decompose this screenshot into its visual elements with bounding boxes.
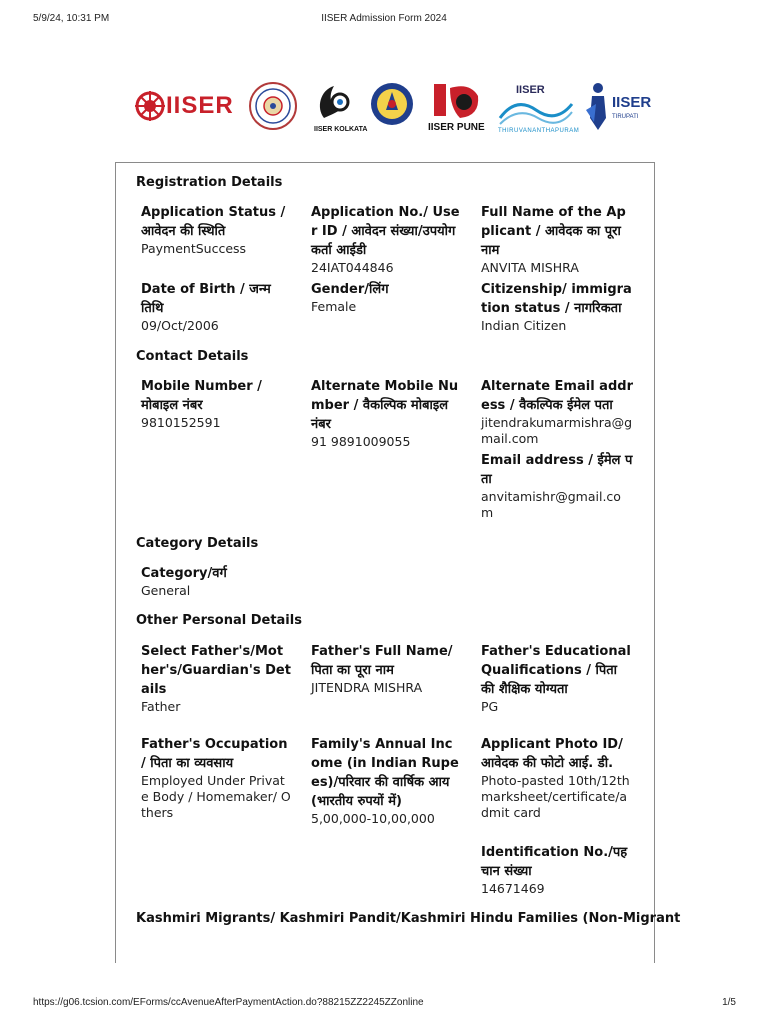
field-label: Father's Occupation / पिता का व्यवसाय — [141, 737, 288, 771]
berhampur-logo-text: IISER — [166, 92, 234, 119]
kolkata-emblem-icon — [310, 78, 360, 128]
tvm-wave-icon — [496, 90, 576, 130]
blue-seal-logo — [370, 78, 414, 142]
field-photo-id — [481, 735, 633, 821]
field-label: Identification No./पहचान संख्या — [481, 845, 628, 879]
tvm-logo-bottom-text: THIRUVANANTHAPURAM — [498, 128, 580, 134]
section-contact-title: Contact Details — [136, 349, 249, 364]
field-guardian-select — [141, 642, 291, 715]
field-label: Family's Annual Income (in Indian Rupees)/परिवार की वार्षिक आय (भारतीय रुपयों में) — [311, 737, 459, 809]
field-value: General — [141, 583, 191, 598]
page-number: 1/5 — [722, 997, 736, 1008]
blue-seal-icon — [370, 78, 414, 142]
field-full-name — [481, 203, 633, 276]
field-father-name — [311, 642, 461, 696]
section-other-personal-title: Other Personal Details — [136, 613, 302, 628]
field-label: Category/वर्ग — [141, 566, 227, 581]
tirupati-logo-top-text: IISER — [612, 94, 652, 111]
iiser-berhampur-logo — [134, 78, 238, 142]
section-registration-title: Registration Details — [136, 175, 283, 190]
field-value: 09/Oct/2006 — [141, 318, 219, 333]
field-value: jitendrakumarmishra@gmail.com — [481, 415, 633, 446]
field-label: Date of Birth / जन्म तिथि — [141, 282, 271, 316]
kolkata-logo-text: IISER KOLKATA — [314, 126, 368, 133]
field-mobile-number — [141, 377, 291, 431]
field-value: 91 9891009055 — [311, 434, 411, 449]
field-date-of-birth — [141, 280, 291, 334]
field-father-occupation — [141, 735, 291, 821]
field-label: Alternate Email address / वैकल्पिक ईमेल पता — [481, 379, 633, 413]
field-citizenship — [481, 280, 633, 334]
field-category — [141, 564, 291, 599]
field-label: Full Name of the Applicant / आवेदक का पूरा नाम — [481, 205, 626, 258]
field-alternate-email — [481, 377, 633, 447]
field-email-address — [481, 451, 633, 521]
field-label: Application Status / आवेदन की स्थिति — [141, 205, 286, 239]
section-category-title: Category Details — [136, 536, 259, 551]
field-label: Father's Educational Qualifications / पिता की शैक्षिक योग्यता — [481, 644, 631, 697]
document-title: IISER Admission Form 2024 — [321, 13, 447, 24]
field-value: 5,00,000-10,00,000 — [311, 811, 435, 826]
field-value: JITENDRA MISHRA — [311, 680, 423, 695]
field-gender — [311, 280, 461, 315]
field-label: Mobile Number / मोबाइल नंबर — [141, 379, 262, 413]
field-label: Select Father's/Mother's/Guardian's Details — [141, 644, 291, 697]
field-label: Gender/लिंग — [311, 282, 389, 297]
field-label: Email address / ईमेल पता — [481, 453, 633, 487]
field-value: 24IAT044846 — [311, 260, 394, 275]
seal-icon — [248, 78, 298, 142]
field-value: Photo-pasted 10th/12th marksheet/certificate/admit card — [481, 773, 630, 820]
institute-seal-logo — [248, 78, 298, 142]
field-annual-income — [311, 735, 461, 827]
iiser-pune-logo — [426, 78, 488, 142]
field-value: PG — [481, 699, 499, 714]
field-label: Citizenship/ immigration status / नागरिकता — [481, 282, 632, 316]
page-url: https://g06.tcsion.com/EForms/ccAvenueAfterPaymentAction.do?88215ZZ2245ZZonline — [33, 997, 424, 1008]
field-value: anvitamishr@gmail.com — [481, 489, 621, 520]
field-alternate-mobile — [311, 377, 461, 450]
field-application-status — [141, 203, 291, 257]
iiser-tvm-logo — [496, 78, 580, 142]
print-datetime: 5/9/24, 10:31 PM — [33, 13, 110, 24]
pune-emblem-icon — [426, 78, 488, 124]
tirupati-emblem-icon — [584, 78, 614, 134]
field-value: Female — [311, 299, 357, 314]
field-value: Employed Under Private Body / Homemaker/ Others — [141, 773, 291, 820]
field-label: Applicant Photo ID/ आवेदक की फोटो आई. डी. — [481, 737, 623, 771]
pune-logo-text: IISER PUNE — [428, 122, 485, 133]
iiser-tirupati-logo — [584, 78, 650, 142]
field-value: 9810152591 — [141, 415, 221, 430]
field-value: ANVITA MISHRA — [481, 260, 579, 275]
field-label: Application No./ User ID / आवेदन संख्या/उपयोगकर्ता आईडी — [311, 205, 460, 258]
field-application-number — [311, 203, 461, 276]
field-value: Indian Citizen — [481, 318, 567, 333]
field-value: Father — [141, 699, 181, 714]
iiser-kolkata-logo — [310, 78, 368, 142]
field-label: Father's Full Name/ पिता का पूरा नाम — [311, 644, 453, 678]
field-father-education — [481, 642, 633, 715]
field-label: Alternate Mobile Number / वैकल्पिक मोबाइल नंबर — [311, 379, 459, 432]
iiser-logos-banner — [120, 78, 650, 142]
section-kashmiri-title: Kashmiri Migrants/ Kashmiri Pandit/Kashmiri Hindu Families (Non-Migrant — [136, 911, 681, 926]
tvm-logo-top-text: IISER — [516, 84, 545, 96]
field-value: 14671469 — [481, 881, 545, 896]
field-value: PaymentSuccess — [141, 241, 247, 256]
tirupati-logo-bottom-text: TIRUPATI — [612, 114, 639, 120]
field-identification-number — [481, 843, 633, 897]
